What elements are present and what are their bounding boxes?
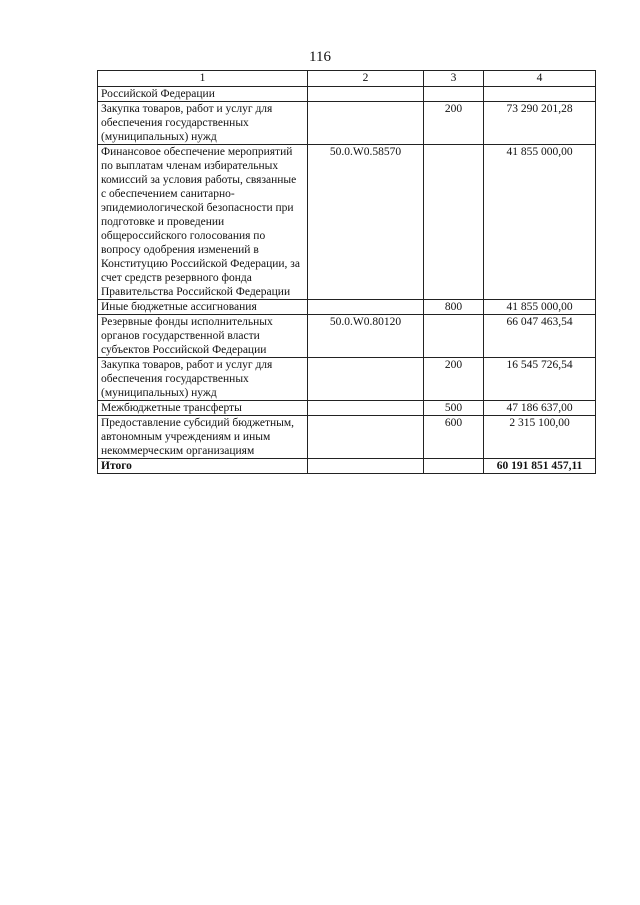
row-code xyxy=(308,87,424,102)
table-row xyxy=(98,87,596,102)
table-row xyxy=(98,358,596,401)
total-empty-cell xyxy=(424,459,484,474)
table-row xyxy=(98,416,596,459)
row-type: 200 xyxy=(424,102,484,145)
column-header-2: 2 xyxy=(308,71,424,87)
row-name: Закупка товаров, работ и услуг для обеспечения государственных (муниципальных) нужд xyxy=(98,358,308,401)
row-code xyxy=(308,401,424,416)
table-row xyxy=(98,315,596,358)
total-label: Итого xyxy=(98,459,308,474)
column-header-3: 3 xyxy=(424,71,484,87)
row-type: 200 xyxy=(424,358,484,401)
page-number: 116 xyxy=(309,49,331,65)
row-code xyxy=(308,300,424,315)
total-sum: 60 191 851 457,11 xyxy=(484,459,596,474)
column-header-4: 4 xyxy=(484,71,596,87)
row-type: 800 xyxy=(424,300,484,315)
row-type xyxy=(424,145,484,300)
row-sum: 41 855 000,00 xyxy=(484,145,596,300)
row-type xyxy=(424,315,484,358)
row-name: Резервные фонды исполнительных органов государственной власти субъектов Российской Федерации xyxy=(98,315,308,358)
budget-table xyxy=(97,70,596,474)
row-name: Межбюджетные трансферты xyxy=(98,401,308,416)
table-row xyxy=(98,145,596,300)
table-row xyxy=(98,102,596,145)
table-row xyxy=(98,300,596,315)
row-type: 500 xyxy=(424,401,484,416)
row-type: 600 xyxy=(424,416,484,459)
row-sum: 47 186 637,00 xyxy=(484,401,596,416)
row-name: Российской Федерации xyxy=(98,87,308,102)
row-code: 50.0.W0.80120 xyxy=(308,315,424,358)
row-sum: 66 047 463,54 xyxy=(484,315,596,358)
row-sum: 2 315 100,00 xyxy=(484,416,596,459)
table-header-row xyxy=(98,71,596,87)
row-name: Закупка товаров, работ и услуг для обеспечения государственных (муниципальных) нужд xyxy=(98,102,308,145)
row-sum xyxy=(484,87,596,102)
row-sum: 16 545 726,54 xyxy=(484,358,596,401)
column-header-1: 1 xyxy=(98,71,308,87)
row-name: Финансовое обеспечение мероприятий по выплатам членам избирательных комиссий за условия работы, связанные с обеспечением санитарно-эпидемиологической безопасности при подготовке и проведении общероссийского голосования по вопросу одобрения изменений в Конституцию Российской Федерации, за счет средств резервного фонда Правительства Российской Федерации xyxy=(98,145,308,300)
total-row xyxy=(98,459,596,474)
row-name: Иные бюджетные ассигнования xyxy=(98,300,308,315)
row-code: 50.0.W0.58570 xyxy=(308,145,424,300)
row-sum: 41 855 000,00 xyxy=(484,300,596,315)
row-code xyxy=(308,358,424,401)
row-name: Предоставление субсидий бюджетным, автономным учреждениям и иным некоммерческим организациям xyxy=(98,416,308,459)
total-empty-cell xyxy=(308,459,424,474)
table-row xyxy=(98,401,596,416)
row-type xyxy=(424,87,484,102)
row-sum: 73 290 201,28 xyxy=(484,102,596,145)
row-code xyxy=(308,416,424,459)
row-code xyxy=(308,102,424,145)
